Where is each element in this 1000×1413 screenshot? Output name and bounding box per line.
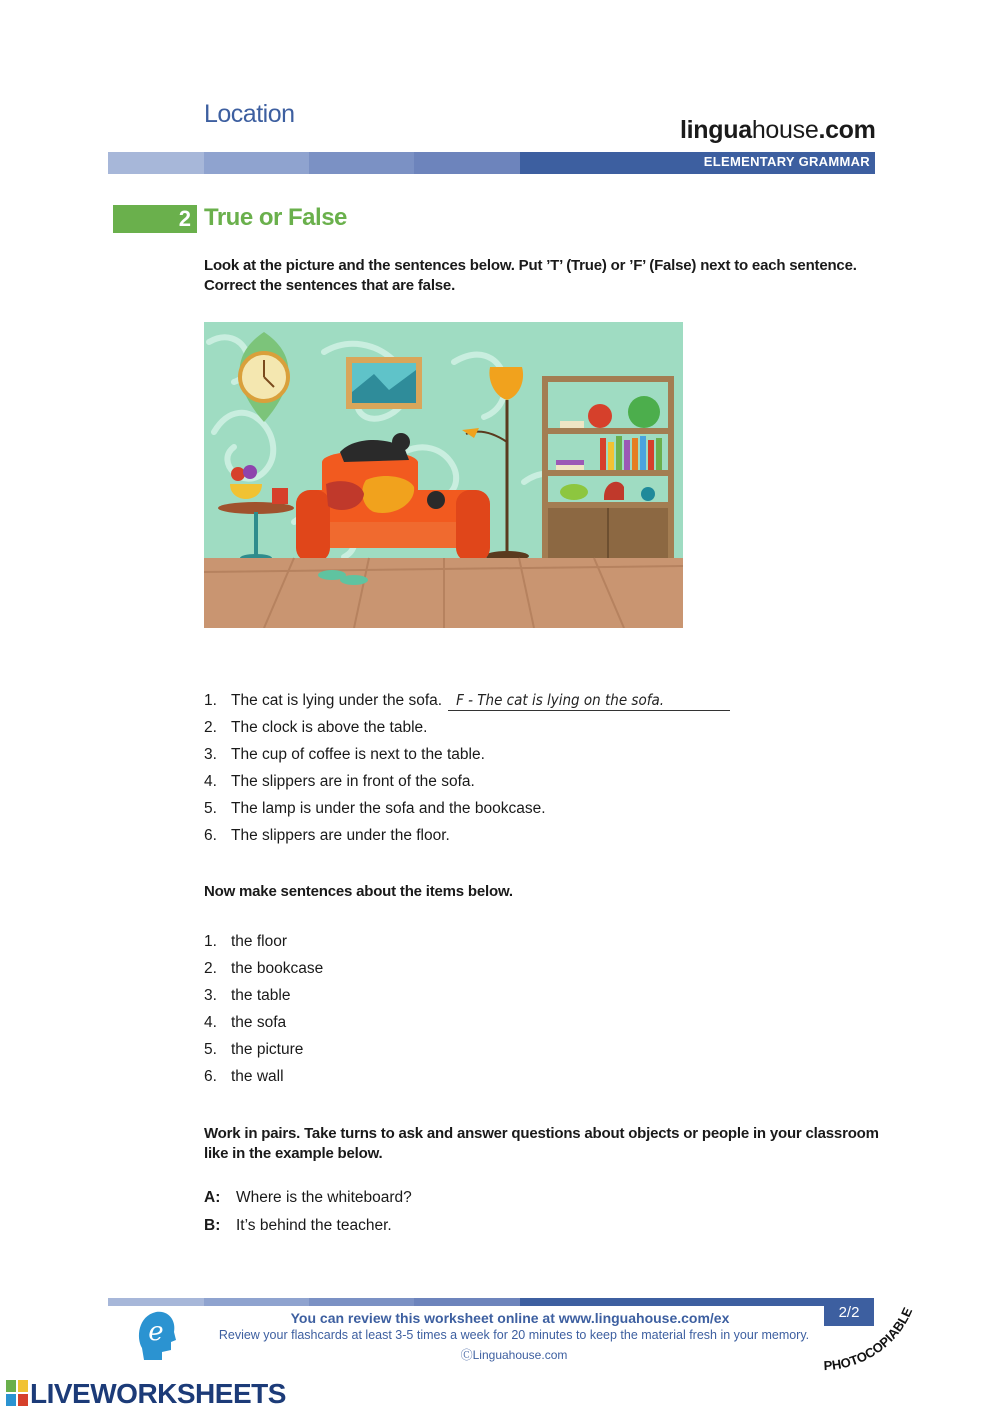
bookcase-icon (542, 376, 674, 560)
footer-band-segment (414, 1298, 520, 1306)
footer-band-segment (204, 1298, 309, 1306)
brand-part-com: .com (818, 116, 876, 144)
svg-text:PHOTOCOPIABLE (823, 1305, 915, 1373)
item-number: 4. (204, 1014, 217, 1031)
list-item (204, 795, 730, 822)
liveworksheets-logo-icon (6, 1380, 28, 1406)
item-number: 1. (204, 933, 217, 950)
svg-text:e: e (148, 1317, 164, 1347)
brand-part-lingua: lingua (680, 116, 752, 144)
list-item (204, 714, 730, 741)
brand-part-house: house (751, 116, 819, 144)
item-number: 3. (204, 987, 217, 1004)
living-room-illustration (204, 322, 683, 628)
list-item (204, 1063, 323, 1090)
items-list (204, 928, 323, 1090)
worksheet-title: Location (204, 100, 295, 128)
true-false-sentences (204, 687, 730, 849)
item-number: 5. (204, 1041, 217, 1058)
instruction-true-false: Look at the picture and the sentences below. Put ’T’ (True) or ’F’ (False) next to each sentence. Correct the sentences that are false. (204, 257, 857, 294)
item-text: the sofa (231, 1014, 287, 1031)
list-item (204, 1036, 323, 1063)
list-item (204, 822, 730, 849)
item-number: 6. (204, 827, 217, 844)
section-number: 2 (178, 206, 191, 231)
item-text: the wall (231, 1068, 284, 1085)
flashcards-note: Review your flashcards at least 3-5 times a week for 20 minutes to keep the material fresh in your memory. (218, 1328, 810, 1342)
list-item (204, 741, 730, 768)
header-band-segment (204, 152, 309, 174)
brand-logo (680, 116, 876, 145)
list-item (204, 955, 323, 982)
photocopiable-label: PHOTOCOPIABLE (823, 1305, 916, 1374)
copyright: ⒸLinguahouse.com (460, 1348, 568, 1362)
item-text: the picture (231, 1041, 304, 1058)
footer-band-segment (309, 1298, 414, 1306)
level-label: ELEMENTARY GRAMMAR (703, 154, 870, 169)
header-band-segment (414, 152, 520, 174)
list-item (204, 928, 323, 955)
section-title: True or False (204, 204, 347, 231)
instruction-pair-work: Work in pairs. Take turns to ask and answer questions about objects or people in your classroom like in the example below. (204, 1125, 879, 1162)
list-item (204, 768, 730, 795)
item-text: the bookcase (231, 960, 324, 977)
item-number: 4. (204, 773, 217, 790)
sentence-text: The slippers are in front of the sofa. (231, 773, 475, 790)
dialog-text: It’s behind the teacher. (236, 1217, 392, 1234)
item-number: 1. (204, 692, 217, 709)
item-number: 5. (204, 800, 217, 817)
dialog-line (204, 1184, 412, 1212)
example-dialog (204, 1184, 412, 1240)
sentence-text: The cat is lying under the sofa. (231, 692, 443, 709)
list-item (204, 982, 323, 1009)
speaker-label: B: (204, 1217, 221, 1234)
item-number: 3. (204, 746, 217, 763)
item-text: the table (231, 987, 291, 1004)
page-number: 2/2 (824, 1298, 874, 1326)
header-band-segment (108, 152, 204, 174)
framed-picture-icon (346, 357, 422, 409)
dialog-line (204, 1212, 412, 1240)
photocopiable-stamp (818, 1300, 928, 1378)
speaker-label: A: (204, 1189, 221, 1206)
linguahouse-head-icon (136, 1308, 176, 1360)
list-item (204, 687, 730, 714)
dialog-text: Where is the whiteboard? (236, 1189, 412, 1206)
list-item (204, 1009, 323, 1036)
footer-band-segment (108, 1298, 204, 1306)
sentence-text: The cup of coffee is next to the table. (231, 746, 485, 763)
review-online-text: You can review this worksheet online at www.linguahouse.com/ex (290, 1310, 730, 1326)
header-band-segment (309, 152, 414, 174)
liveworksheets-watermark: LIVEWORKSHEETS (30, 1378, 286, 1409)
sentence-text: The slippers are under the floor. (231, 827, 450, 844)
item-number: 2. (204, 960, 217, 977)
item-number: 6. (204, 1068, 217, 1085)
item-number: 2. (204, 719, 217, 736)
instruction-make-sentences: Now make sentences about the items below. (204, 883, 513, 900)
answer-field[interactable]: F - The cat is lying on the sofa. (448, 690, 730, 711)
footer-band-segment (520, 1298, 824, 1306)
sentence-text: The lamp is under the sofa and the bookcase. (231, 800, 546, 817)
sentence-text: The clock is above the table. (231, 719, 428, 736)
item-text: the floor (231, 933, 288, 950)
